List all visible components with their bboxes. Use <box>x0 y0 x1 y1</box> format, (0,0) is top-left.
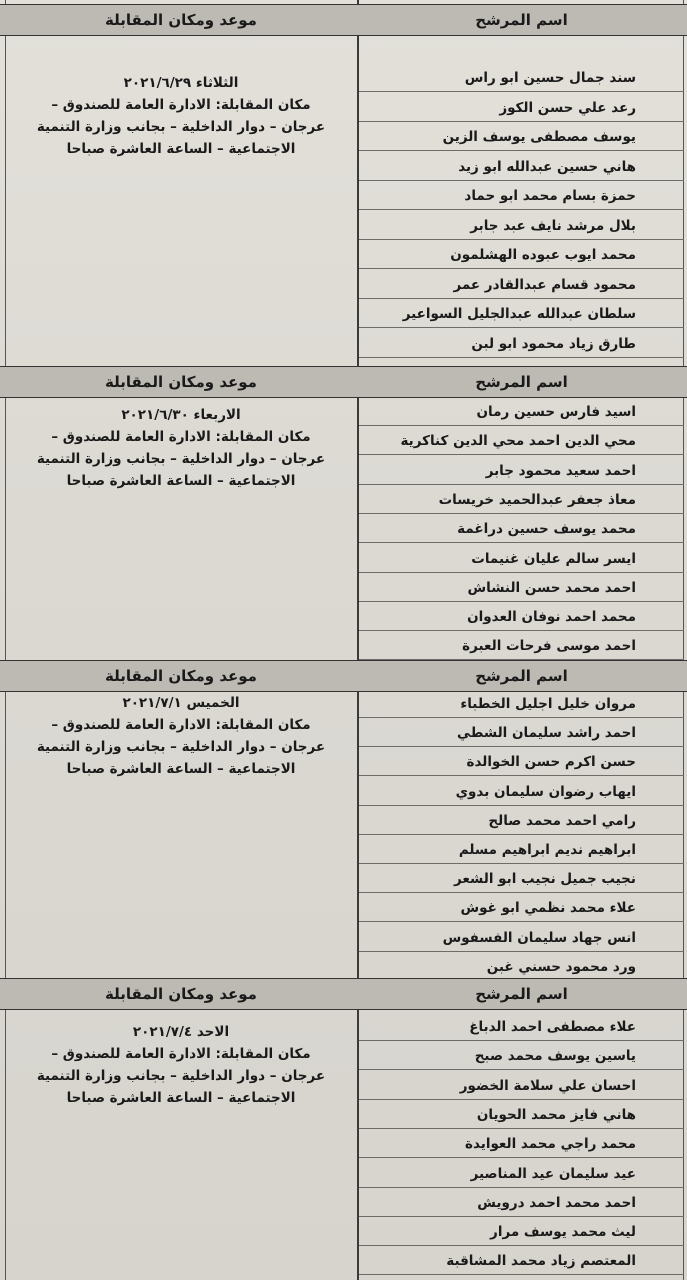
candidate-row: رامي احمد محمد صالح <box>359 807 684 835</box>
candidate-row: اسيد فارس حسين رمان <box>359 398 684 426</box>
candidate-row: يوسف مصطفى يوسف الزين <box>359 123 684 151</box>
candidate-name-header: اسم المرشح <box>475 985 568 1003</box>
candidate-name-header: اسم المرشح <box>475 667 568 685</box>
candidate-row: علاء مصطفى احمد الدباغ <box>359 1013 684 1041</box>
interview-details <box>16 1021 346 1109</box>
candidate-row: المعتصم زياد محمد المشاقبة <box>359 1247 684 1275</box>
section-header <box>0 366 687 398</box>
section-header <box>0 4 687 36</box>
interview-header: موعد ومكان المقابلة <box>105 373 257 391</box>
interview-location-line: مكان المقابلة: الادارة العامة للصندوق – <box>51 717 311 733</box>
candidate-row: مروان خليل اجليل الخطباء <box>359 690 684 718</box>
candidate-row: محمود قسام عبدالقادر عمر <box>359 271 684 299</box>
interview-details <box>16 692 346 780</box>
candidate-row: انس جهاد سليمان الفسفوس <box>359 924 684 952</box>
interview-header: موعد ومكان المقابلة <box>105 985 257 1003</box>
candidate-row: ايهاب رضوان سليمان بدوي <box>359 778 684 806</box>
candidate-row: احمد محمد احمد درويش <box>359 1189 684 1217</box>
candidate-row: حسن اكرم حسن الخوالدة <box>359 748 684 776</box>
section-header <box>0 660 687 692</box>
candidate-row: حمزة بسام محمد ابو حماد <box>359 182 684 210</box>
candidate-row: ليث محمد يوسف مرار <box>359 1218 684 1246</box>
candidate-row: احسان علي سلامة الخضور <box>359 1072 684 1100</box>
candidate-row: احمد راشد سليمان الشطي <box>359 719 684 747</box>
candidate-name-header: اسم المرشح <box>475 373 568 391</box>
interview-details <box>16 72 346 160</box>
candidate-row: ايسر سالم عليان غنيمات <box>359 545 684 573</box>
interview-location-line: الاجتماعية – الساعة العاشرة صباحا <box>66 1090 296 1106</box>
candidate-row: ابراهيم نديم ابراهيم مسلم <box>359 836 684 864</box>
interview-date: الاربعاء ٢٠٢١/٦/٣٠ <box>121 407 241 423</box>
candidate-row: ورد محمود حسني غبن <box>359 953 684 981</box>
left-border <box>5 0 6 1280</box>
interview-date: الخميس ٢٠٢١/٧/١ <box>122 695 240 711</box>
interview-date: الاحد ٢٠٢١/٧/٤ <box>132 1024 230 1040</box>
candidate-row: محمد يوسف حسين دراغمة <box>359 515 684 543</box>
interview-location-line: الاجتماعية – الساعة العاشرة صباحا <box>66 473 296 489</box>
interview-location-line: عرجان – دوار الداخلية – بجانب وزارة التنمية <box>36 739 326 755</box>
candidate-name-header: اسم المرشح <box>475 11 568 29</box>
interview-date: الثلاثاء ٢٠٢١/٦/٢٩ <box>123 75 239 91</box>
interview-location-line: الاجتماعية – الساعة العاشرة صباحا <box>66 761 296 777</box>
candidate-row: سند جمال حسين ابو راس <box>359 64 684 92</box>
candidate-row: محمد احمد نوفان العدوان <box>359 603 684 631</box>
interview-location-line: الاجتماعية – الساعة العاشرة صباحا <box>66 141 296 157</box>
interview-location-line: مكان المقابلة: الادارة العامة للصندوق – <box>51 97 311 113</box>
candidate-row: سلطان عبدالله عبدالجليل السواعير <box>359 300 684 328</box>
interview-details <box>16 404 346 492</box>
interview-location-line: عرجان – دوار الداخلية – بجانب وزارة التنمية <box>36 119 326 135</box>
candidate-row: نجيب جميل نجيب ابو الشعر <box>359 865 684 893</box>
candidate-row: معاذ جعفر عبدالحميد خريسات <box>359 486 684 514</box>
interview-location-line: مكان المقابلة: الادارة العامة للصندوق – <box>51 429 311 445</box>
interview-header: موعد ومكان المقابلة <box>105 11 257 29</box>
candidate-row: احمد موسى فرحات العبرة <box>359 632 684 660</box>
candidate-row: احمد محمد حسن النشاش <box>359 574 684 602</box>
interview-location-line: عرجان – دوار الداخلية – بجانب وزارة التنمية <box>36 1068 326 1084</box>
interview-location-line: مكان المقابلة: الادارة العامة للصندوق – <box>51 1046 311 1062</box>
candidate-row: طارق زياد محمود ابو لبن <box>359 330 684 358</box>
section-header <box>0 978 687 1010</box>
candidate-row: محمد راجي محمد العوايدة <box>359 1130 684 1158</box>
candidate-row: ياسين يوسف محمد صبح <box>359 1042 684 1070</box>
candidate-row: احمد سعيد محمود جابر <box>359 457 684 485</box>
candidate-row: هاني فايز محمد الحويان <box>359 1101 684 1129</box>
candidate-row: محمد ايوب عبوده الهشلمون <box>359 241 684 269</box>
candidate-row: عيد سليمان عيد المناصير <box>359 1160 684 1188</box>
candidate-row: رعد علي حسن الكوز <box>359 94 684 122</box>
candidate-row: علاء محمد نظمي ابو غوش <box>359 894 684 922</box>
candidate-row: بلال مرشد نايف عبد جابر <box>359 212 684 240</box>
interview-location-line: عرجان – دوار الداخلية – بجانب وزارة التنمية <box>36 451 326 467</box>
interview-header: موعد ومكان المقابلة <box>105 667 257 685</box>
candidate-row: محي الدين احمد محي الدين كناكرية <box>359 427 684 455</box>
candidate-row: هاني حسين عبدالله ابو زيد <box>359 153 684 181</box>
